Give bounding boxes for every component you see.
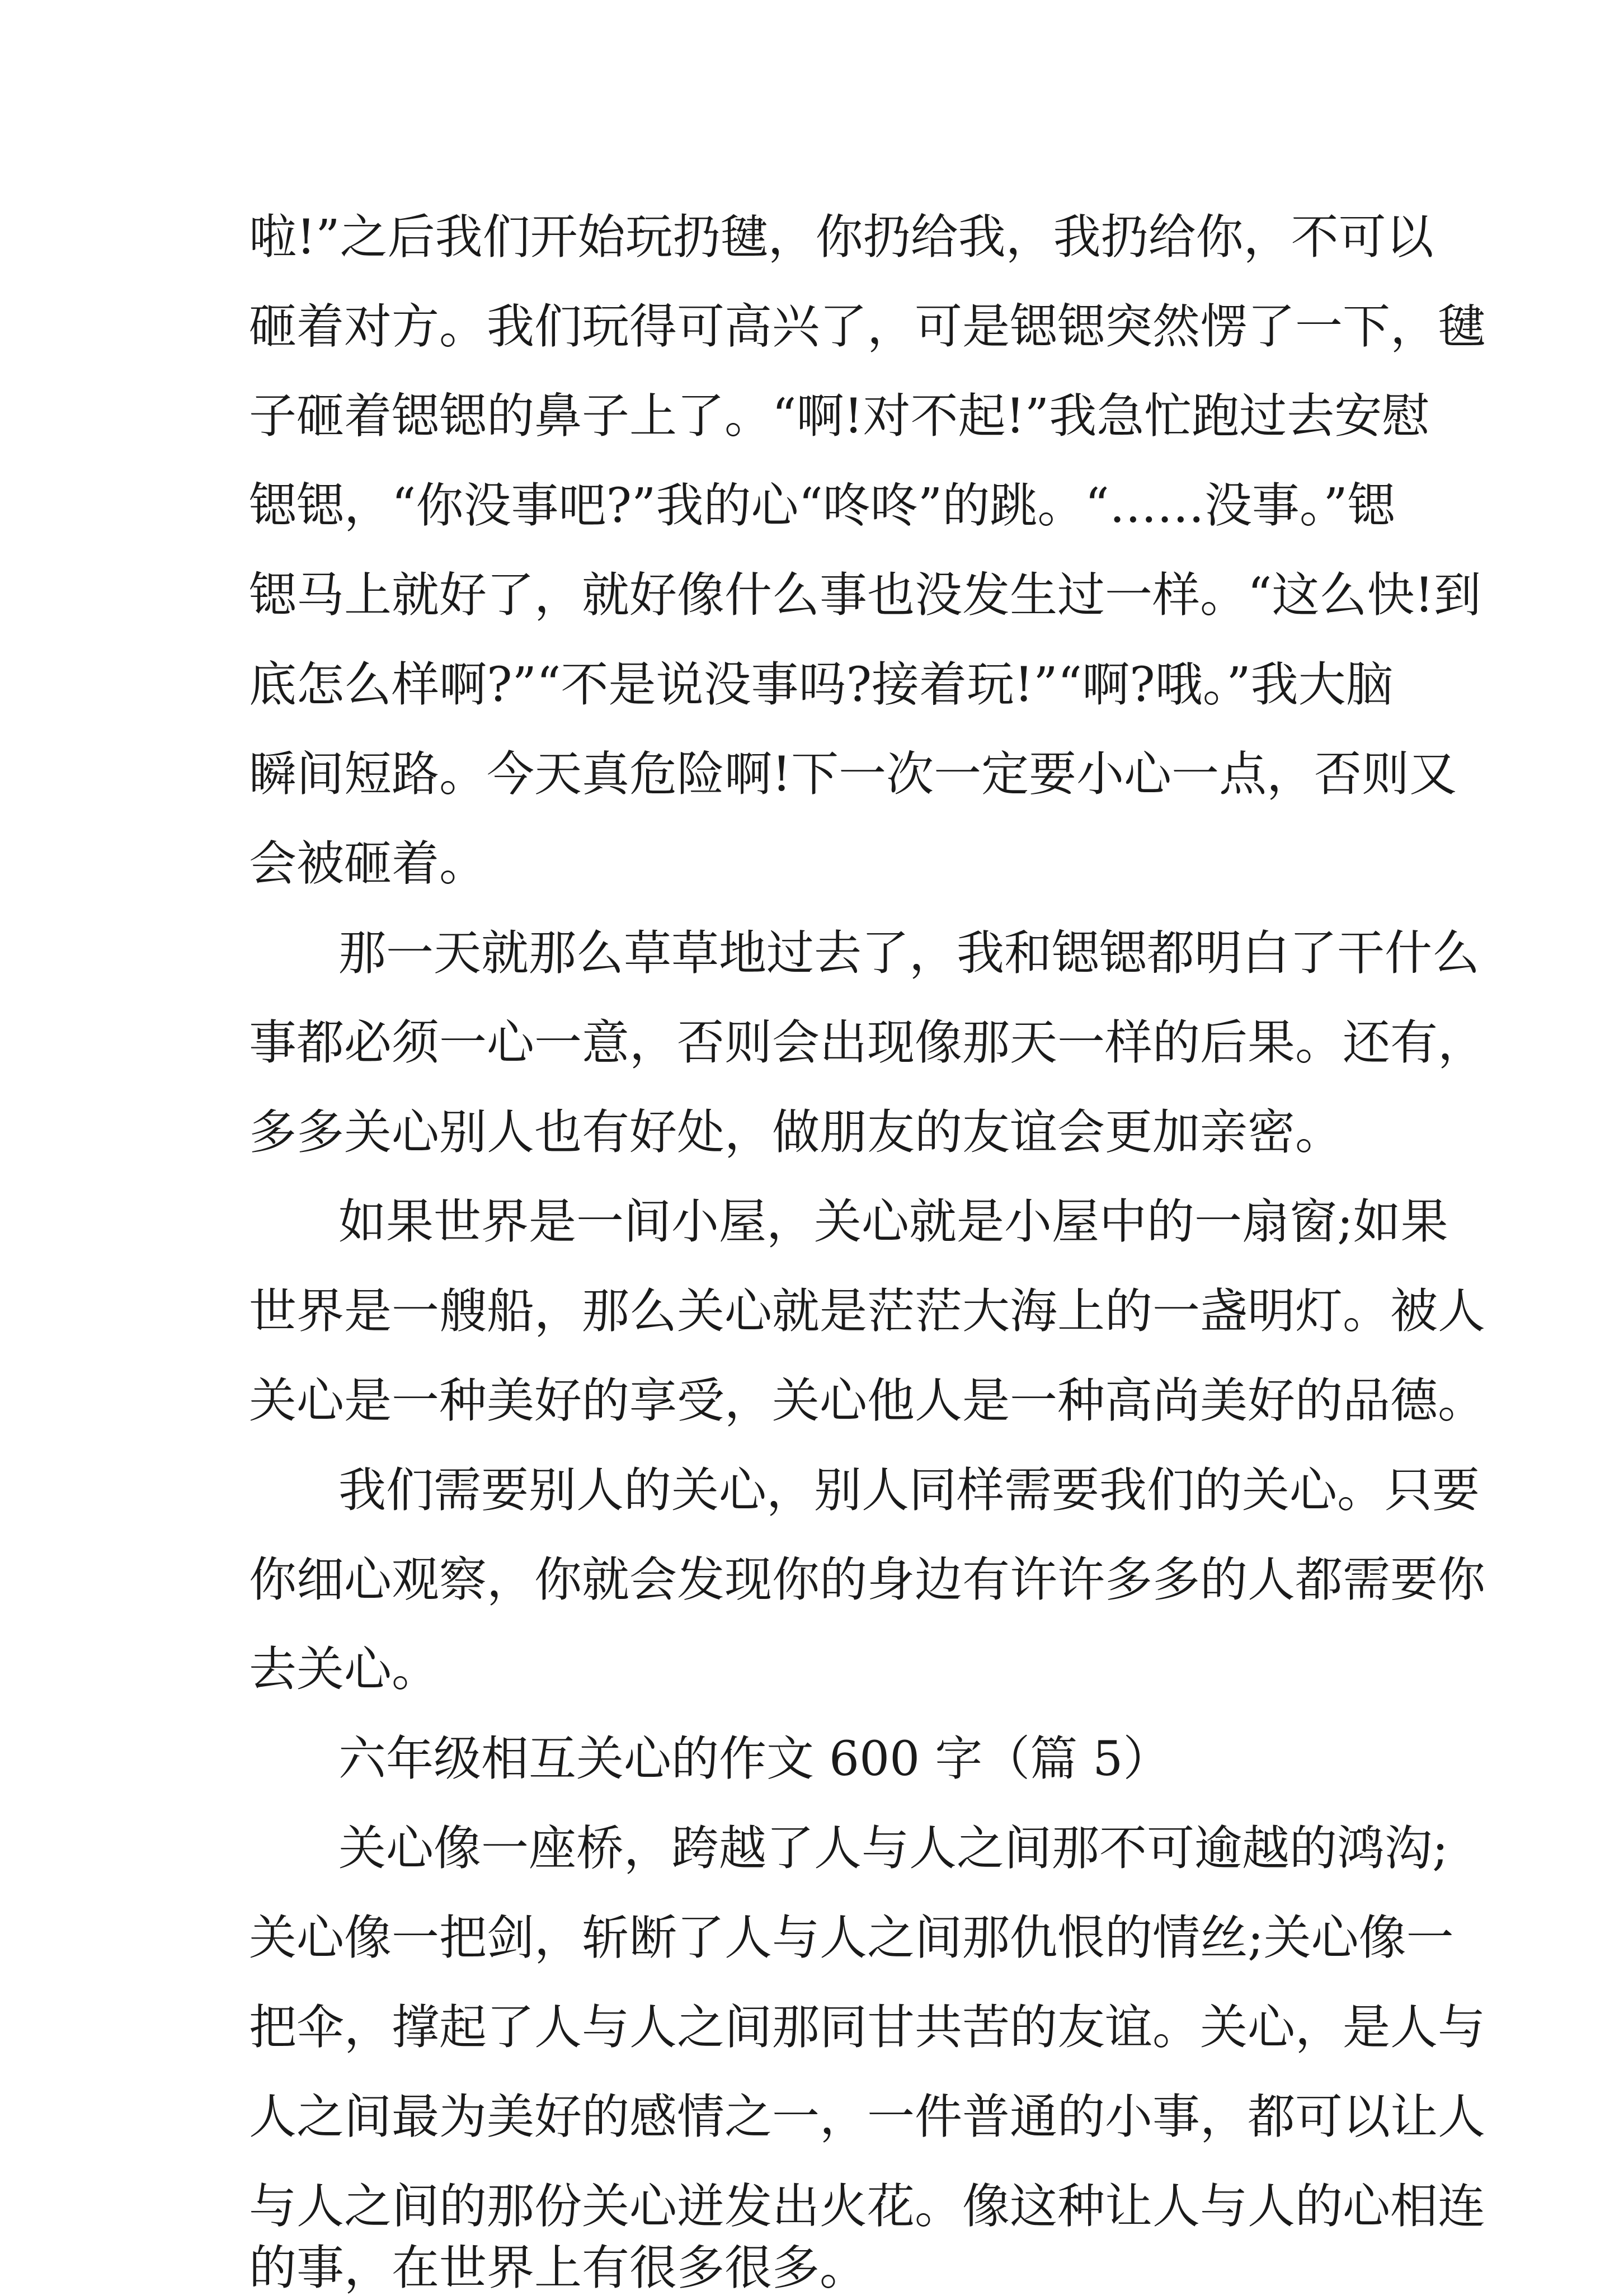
text-line-4: 锶锶，“你没事吧?”我的心“咚咚”的跳。“……没事。”锶 bbox=[249, 478, 1395, 534]
text-line-3: 子砸着锶锶的鼻子上了。“啊!对不起!”我急忙跑过去安慰 bbox=[249, 389, 1430, 444]
text-line-15: 我们需要别人的关心，别人同样需要我们的关心。只要 bbox=[338, 1463, 1480, 1518]
text-line-10: 事都必须一心一意，否则会出现像那天一样的后果。还有， bbox=[249, 1015, 1486, 1071]
text-line-23: 与人之间的那份关心迸发出火花。像这种让人与人的心相连 bbox=[249, 2179, 1486, 2234]
text-line-12: 如果世界是一间小屋，关心就是小屋中的一扇窗;如果 bbox=[338, 1194, 1448, 1250]
section-heading: 六年级相互关心的作文 600 字（篇 5） bbox=[338, 1732, 1171, 1787]
text-line-24: 的事，在世界上有很多很多。 bbox=[249, 2241, 868, 2296]
text-line-16: 你细心观察，你就会发现你的身边有许许多多的人都需要你 bbox=[249, 1552, 1486, 1608]
text-line-17: 去关心。 bbox=[249, 1642, 440, 1697]
text-line-7: 瞬间短路。今天真危险啊!下一次一定要小心一点，否则又 bbox=[249, 747, 1457, 802]
text-line-6: 底怎么样啊?”“不是说没事吗?接着玩!”“啊?哦。”我大脑 bbox=[249, 657, 1394, 713]
text-line-14: 关心是一种美好的享受，关心他人是一种高尚美好的品德。 bbox=[249, 1373, 1486, 1429]
text-line-9: 那一天就那么草草地过去了，我和锶锶都明白了干什么 bbox=[338, 926, 1480, 981]
text-line-21: 把伞，撑起了人与人之间那同甘共苦的友谊。关心，是人与 bbox=[249, 2000, 1486, 2055]
text-line-2: 砸着对方。我们玩得可高兴了，可是锶锶突然愣了一下，毽 bbox=[249, 299, 1486, 355]
text-line-20: 关心像一把剑，斩断了人与人之间那仇恨的情丝;关心像一 bbox=[249, 1911, 1454, 1966]
text-line-11: 多多关心别人也有好处，做朋友的友谊会更加亲密。 bbox=[249, 1105, 1343, 1160]
text-line-1: 啦!”之后我们开始玩扔毽，你扔给我，我扔给你，不可以 bbox=[249, 210, 1434, 265]
text-line-5: 锶马上就好了，就好像什么事也没发生过一样。“这么快!到 bbox=[249, 568, 1481, 623]
text-line-8: 会被砸着。 bbox=[249, 836, 487, 892]
text-line-22: 人之间最为美好的感情之一，一件普通的小事，都可以让人 bbox=[249, 2090, 1486, 2145]
text-line-13: 世界是一艘船，那么关心就是茫茫大海上的一盏明灯。被人 bbox=[249, 1284, 1486, 1339]
text-line-19: 关心像一座桥，跨越了人与人之间那不可逾越的鸿沟; bbox=[338, 1821, 1448, 1876]
